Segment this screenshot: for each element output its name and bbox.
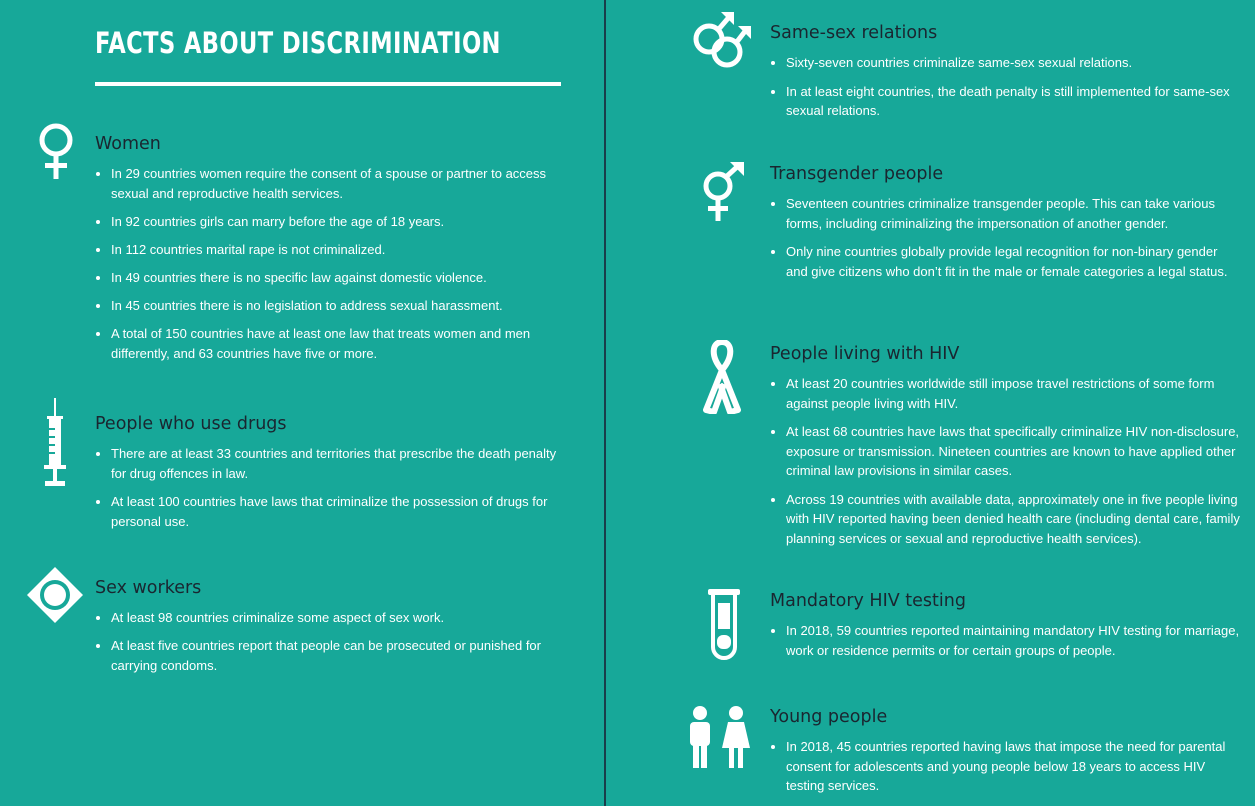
double-male-symbol-icon [690,10,752,68]
list-item: At least 98 countries criminalize some aspect of sex work. [95,608,565,628]
syringe-icon [40,398,70,488]
list-item: In 2018, 45 countries reported having laws that impose the need for parental consent for adolescents and young people below 18 years to access HIV testing services. [770,737,1240,796]
list-item: Only nine countries globally provide legal recognition for non-binary gender and give citizens who don’t fit in the male or female categories a legal status. [770,242,1240,281]
list-item: Seventeen countries criminalize transgender people. This can take various forms, including criminalizing the impersonation of another gender. [770,194,1240,233]
list-item: Sixty-seven countries criminalize same-sex sexual relations. [770,53,1240,73]
section-mandatory-testing [770,591,1240,669]
test-tube-icon [706,587,742,663]
section-heading: Mandatory HIV testing [770,591,966,611]
list-item: At least 100 countries have laws that criminalize the possession of drugs for personal use. [95,492,565,532]
section-women [95,134,565,372]
section-heading: People who use drugs [95,414,287,434]
list-item: In 45 countries there is no legislation to address sexual harassment. [95,296,565,316]
title-underline [95,82,561,86]
section-heading: Sex workers [95,578,202,598]
list-item: In 92 countries girls can marry before the age of 18 years. [95,212,565,232]
column-divider [604,0,606,806]
children-icon [684,704,754,770]
list-item: A total of 150 countries have at least one law that treats women and men differently, and 63 countries have five or more. [95,324,565,364]
transgender-symbol-icon [700,160,748,224]
section-young-people [770,707,1240,805]
section-same-sex [770,23,1240,130]
list-item: In 112 countries marital rape is not criminalized. [95,240,565,260]
list-item: At least 68 countries have laws that specifically criminalize HIV non-disclosure, exposure or transmission. Nineteen countries are known to have applied other criminal law provisions in similar cases. [770,422,1240,481]
condom-icon [26,566,84,624]
section-heading: Transgender people [770,164,944,184]
section-heading: Same-sex relations [770,23,938,43]
section-heading: Young people [770,707,888,727]
list-item: Across 19 countries with available data, approximately one in five people living with HIV reported having been denied health care (including dental care, family planning services or sexual and reproductive health services). [770,490,1240,549]
list-item: In 29 countries women require the consent of a spouse or partner to access sexual and reproductive health services. [95,164,565,204]
section-transgender [770,164,1240,290]
list-item: At least five countries report that people can be prosecuted or punished for carrying condoms. [95,636,565,676]
list-item: In 49 countries there is no specific law against domestic violence. [95,268,565,288]
list-item: In at least eight countries, the death penalty is still implemented for same-sex sexual relations. [770,82,1240,121]
section-heading: People living with HIV [770,344,960,364]
page-title: FACTS ABOUT DISCRIMINATION [95,26,501,60]
section-drugs [95,414,565,540]
list-item: There are at least 33 countries and territories that prescribe the death penalty for drug offences in law. [95,444,565,484]
list-item: At least 20 countries worldwide still impose travel restrictions of some form against people living with HIV. [770,374,1240,413]
female-symbol-icon [36,122,76,180]
section-hiv [770,344,1240,557]
awareness-ribbon-icon [700,340,744,414]
section-heading: Women [95,134,161,154]
section-sex-workers [95,578,565,684]
list-item: In 2018, 59 countries reported maintaining mandatory HIV testing for marriage, work or residence permits or for certain groups of people. [770,621,1240,660]
